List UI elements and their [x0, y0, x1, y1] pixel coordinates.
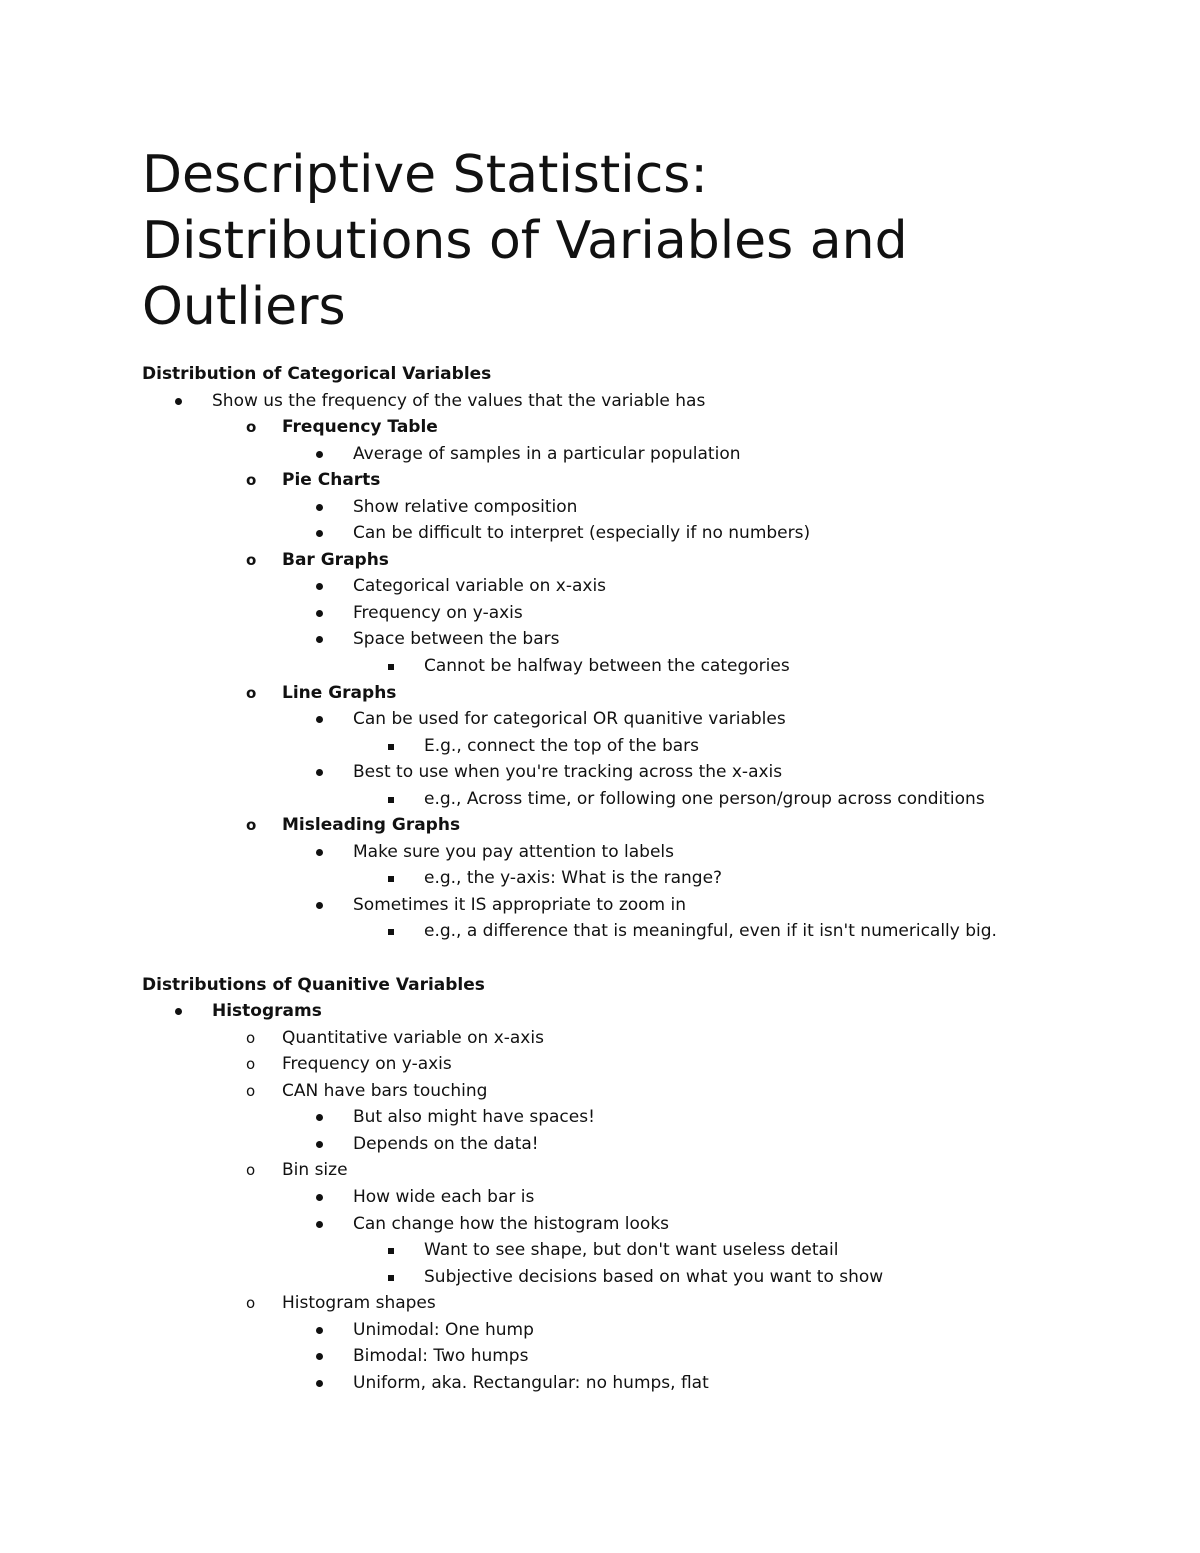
- list-item: Frequency on y-axis: [353, 602, 523, 623]
- list-item: Unimodal: One hump: [353, 1319, 534, 1340]
- bullet-ring-icon: o: [246, 471, 257, 490]
- list-item: e.g., a difference that is meaningful, even if it isn't numerically big.: [424, 921, 997, 942]
- title-line-3: Outliers: [142, 277, 346, 337]
- list-item: e.g., the y-axis: What is the range?: [424, 868, 723, 889]
- list-item: Subjective decisions based on what you want to show: [424, 1266, 884, 1287]
- list-item: Depends on the data!: [353, 1133, 539, 1154]
- list-item: Best to use when you're tracking across the x-axis: [353, 762, 783, 783]
- bullet-ring-icon: o: [246, 683, 257, 702]
- list-item: Show relative composition: [353, 496, 578, 517]
- section-heading-quantitative: Distributions of Quanitive Variables: [142, 974, 485, 995]
- list-item: o Frequency Table: [142, 414, 1142, 441]
- list-item: Can be difficult to interpret (especially if no numbers): [353, 523, 811, 544]
- list-item: o Quantitative variable on x-axis: [142, 1025, 1142, 1052]
- bullet-ring-icon: o: [246, 550, 257, 569]
- list-item: o Bin size: [142, 1157, 1142, 1184]
- title-line-2: Distributions of Variables and: [142, 211, 908, 271]
- bullet-ring-icon: o: [246, 1055, 256, 1074]
- list-item: But also might have spaces!: [353, 1107, 595, 1128]
- list-item: o Pie Charts: [142, 467, 1142, 494]
- list-item: e.g., Across time, or following one person/group across conditions: [424, 788, 985, 809]
- list-item: Show us the frequency of the values that the variable has: [212, 390, 706, 411]
- list-item: o CAN have bars touching: [142, 1078, 1142, 1105]
- list-item: Categorical variable on x-axis: [353, 576, 607, 597]
- list-item: o Histogram shapes: [142, 1290, 1142, 1317]
- bullet-ring-icon: o: [246, 1081, 256, 1100]
- list-item: Can be used for categorical OR quanitive variables: [353, 709, 786, 730]
- list-item: o Misleading Graphs: [142, 812, 1142, 839]
- list-item: Average of samples in a particular population: [353, 443, 741, 464]
- list-item: Uniform, aka. Rectangular: no humps, flat: [353, 1372, 709, 1393]
- bullet-ring-icon: o: [246, 1028, 256, 1047]
- bullet-ring-icon: o: [246, 816, 257, 835]
- document-title: [142, 142, 1102, 340]
- list-item: E.g., connect the top of the bars: [424, 735, 700, 756]
- list-item: o Bar Graphs: [142, 547, 1142, 574]
- list-item: Cannot be halfway between the categories: [424, 656, 790, 677]
- bullet-ring-icon: o: [246, 418, 257, 437]
- list-item: Bimodal: Two humps: [353, 1346, 529, 1367]
- section-heading-categorical: Distribution of Categorical Variables: [142, 364, 492, 384]
- list-item: How wide each bar is: [353, 1186, 535, 1207]
- list-item: Want to see shape, but don't want useless detail: [424, 1240, 839, 1261]
- list-item: Make sure you pay attention to labels: [353, 841, 674, 862]
- title-line-1: Descriptive Statistics:: [142, 145, 708, 205]
- list-item: Sometimes it IS appropriate to zoom in: [353, 894, 687, 915]
- bullet-ring-icon: o: [246, 1161, 256, 1180]
- document-body: [142, 361, 1142, 1396]
- list-item: Space between the bars: [353, 629, 560, 650]
- bullet-ring-icon: o: [246, 1294, 256, 1313]
- list-item: o Line Graphs: [142, 680, 1142, 707]
- list-item: Can change how the histogram looks: [353, 1213, 670, 1234]
- paragraph-spacer: [142, 945, 1142, 972]
- list-item: o Frequency on y-axis: [142, 1051, 1142, 1078]
- list-item: Histograms: [212, 1001, 322, 1022]
